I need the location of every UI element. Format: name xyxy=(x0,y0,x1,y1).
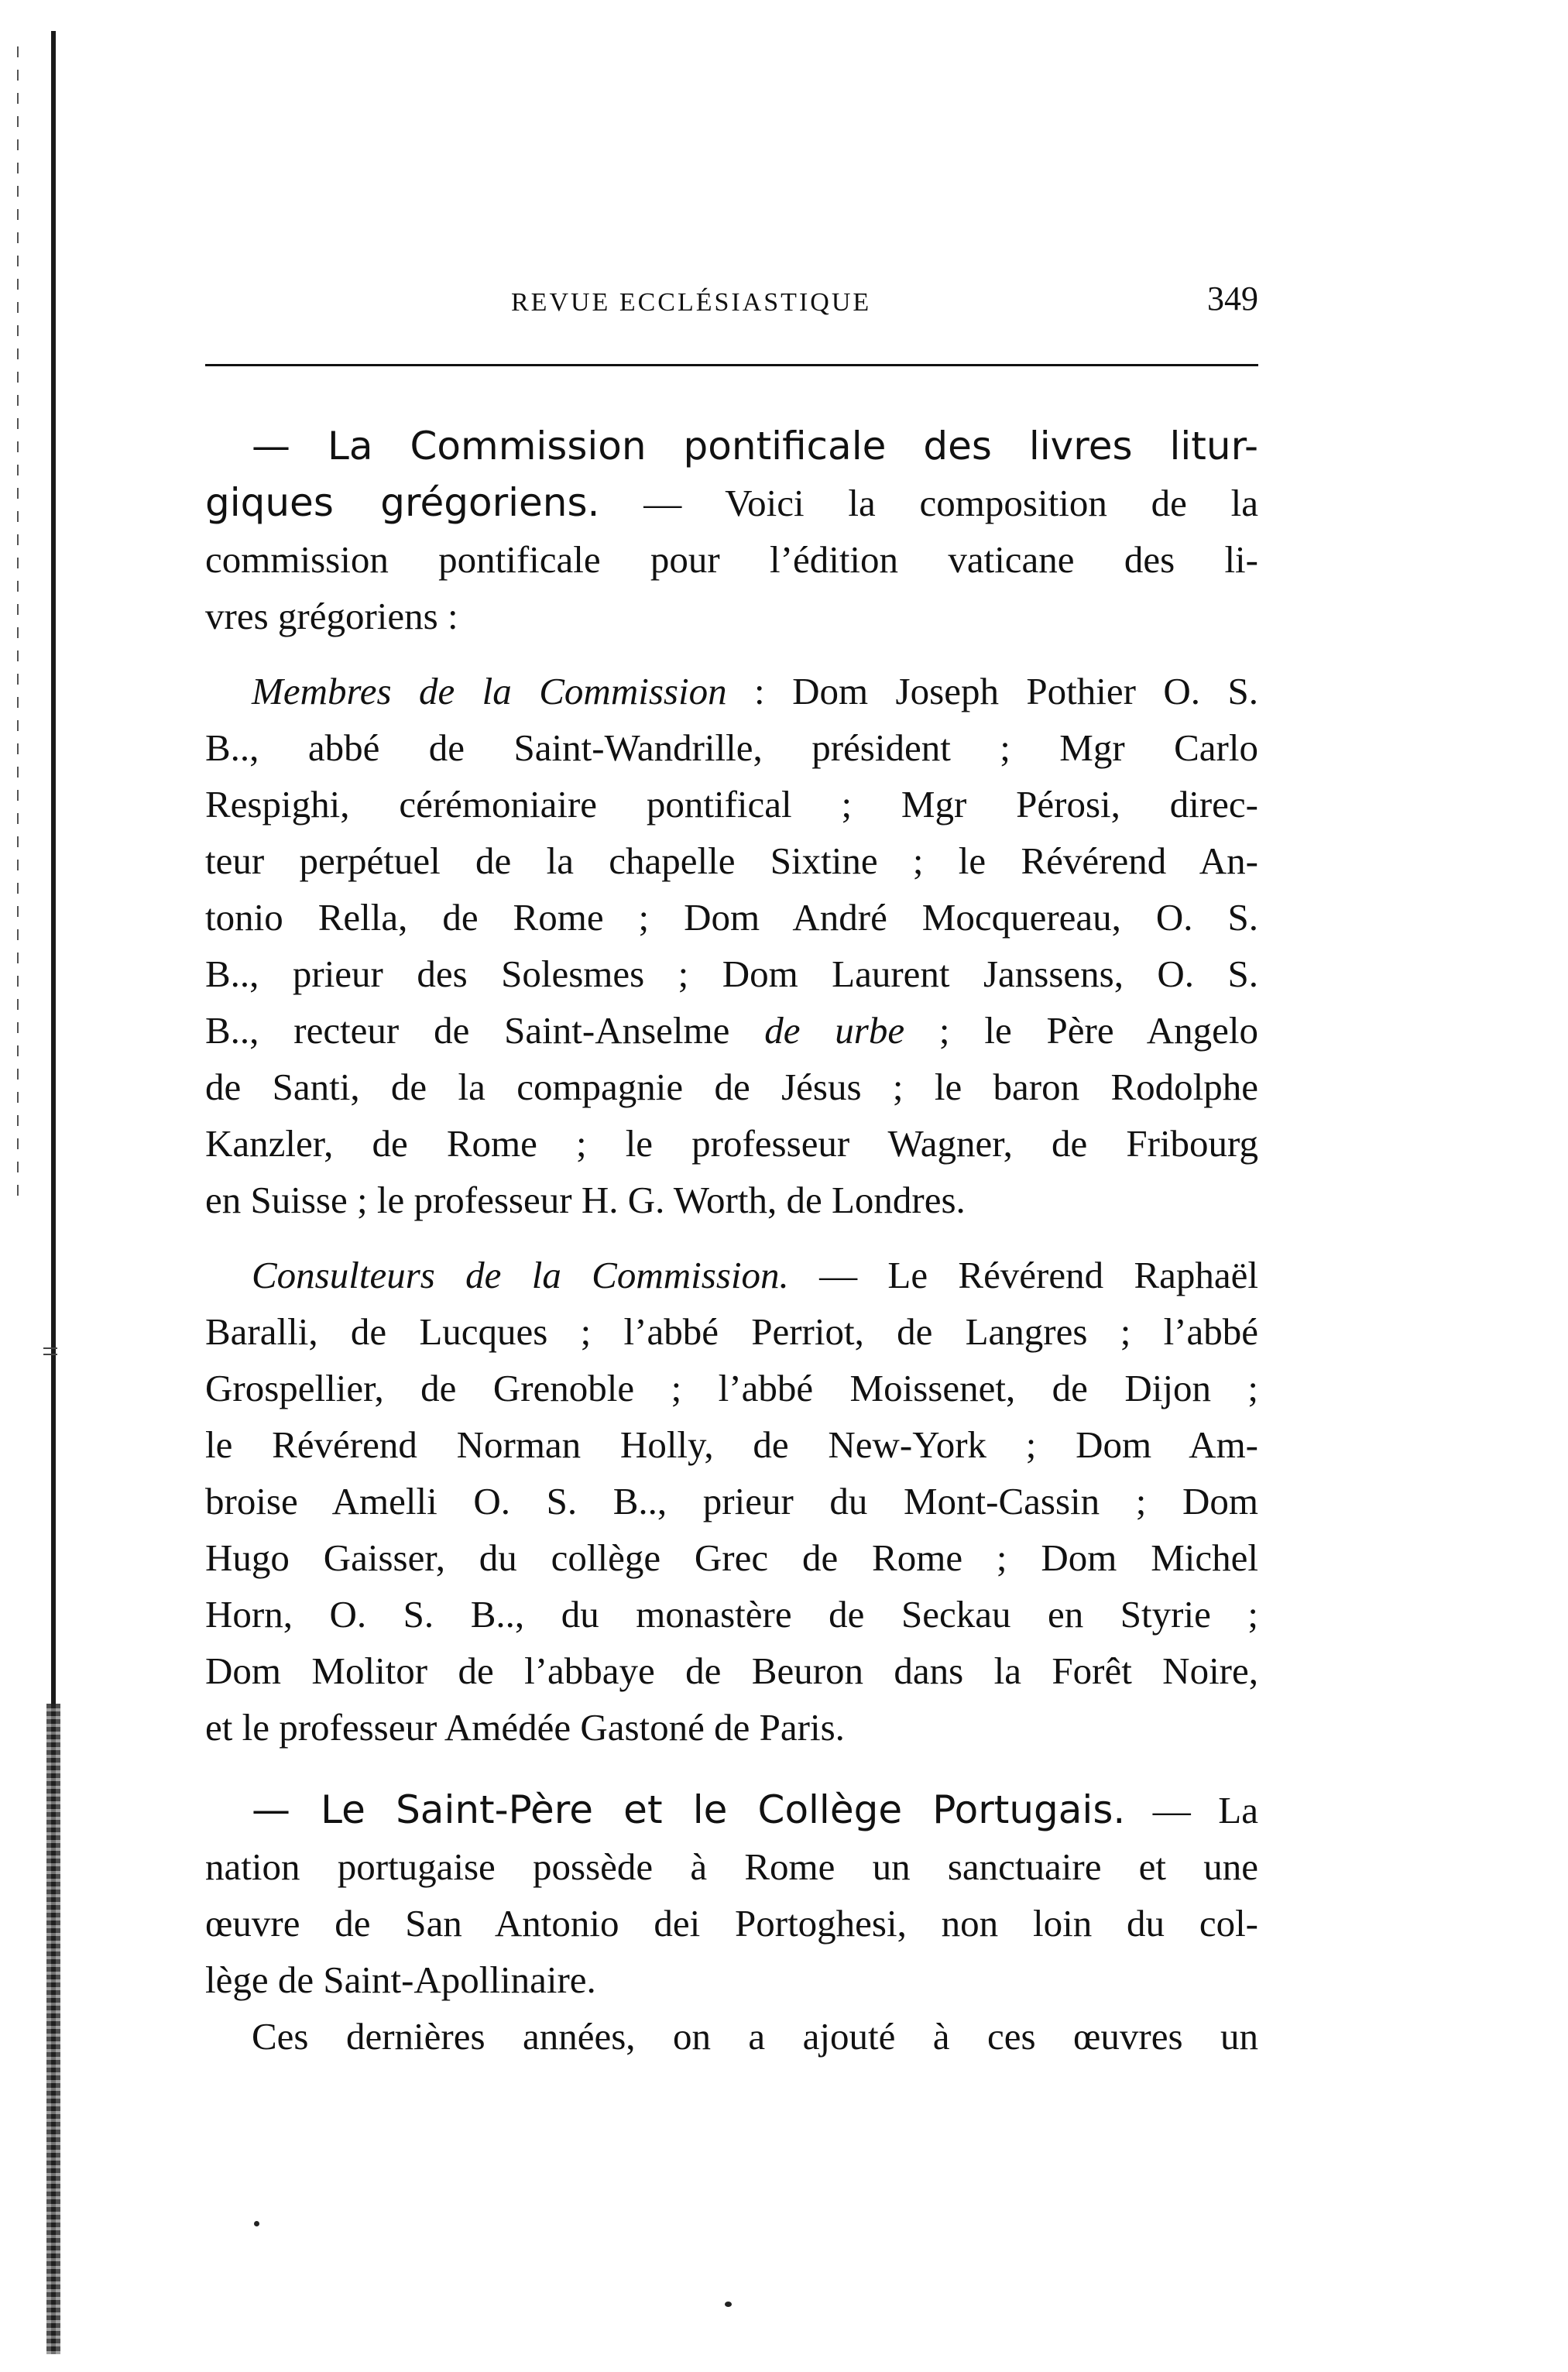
text-fragment: ; le Père Angelo xyxy=(904,1009,1258,1052)
membres-label: Membres de la Commission xyxy=(252,670,727,712)
text-line: de Santi, de la compagnie de Jésus ; le baron Rodolphe xyxy=(205,1066,1258,1108)
text-line: Ces dernières années, on a ajouté à ces œuvres un xyxy=(252,2015,1258,2058)
text-line: teur perpétuel de la chapelle Sixtine ; le Révérend An- xyxy=(205,839,1258,882)
membres-text: : Dom Joseph Pothier O. S. xyxy=(726,670,1259,712)
page-header xyxy=(209,279,1258,333)
text-line: vres grégoriens : xyxy=(205,595,458,637)
intro-text: — Voici la composition de la xyxy=(599,482,1258,524)
heading-rest: — La xyxy=(1125,1789,1258,1831)
text-line xyxy=(205,1002,1258,1059)
membres-line xyxy=(205,663,1258,719)
section-college-portugais xyxy=(205,1782,1258,2065)
text-fragment: B.., recteur de Saint-Anselme xyxy=(205,1009,765,1052)
text-line: le Révérend Norman Holly, de New-York ; Dom Am- xyxy=(205,1423,1258,1466)
text-line: œuvre de San Antonio dei Portoghesi, non loin du col- xyxy=(205,1902,1258,1945)
section-heading xyxy=(205,1782,1258,1838)
text-line: nation portugaise possède à Rome un sanctuaire et une xyxy=(205,1845,1258,1888)
text-line: lège de Saint-Apollinaire. xyxy=(205,1958,596,2001)
text-line: B.., prieur des Solesmes ; Dom Laurent Janssens, O. S. xyxy=(205,953,1258,995)
page-binding-edge xyxy=(0,0,93,2372)
binding-stitching xyxy=(46,1704,60,2354)
text-line: et le professeur Amédée Gastoné de Paris. xyxy=(205,1706,845,1749)
page-number: 349 xyxy=(1207,280,1258,318)
binding-dashes xyxy=(17,46,19,1208)
consulteurs-text: — Le Révérend Raphaël xyxy=(788,1254,1258,1296)
ink-speck xyxy=(725,2302,732,2307)
text-line: Dom Molitor de l’abbaye de Beuron dans la Forêt Noire, xyxy=(205,1649,1258,1692)
section-commission xyxy=(205,418,1258,1756)
heading-text: — Le Saint-Père et le Collège Portugais. xyxy=(252,1787,1126,1832)
binding-mark xyxy=(43,1347,57,1355)
text-line: commission pontificale pour l’édition vaticane des li- xyxy=(205,538,1258,581)
page-body xyxy=(205,418,1258,2065)
text-line: en Suisse ; le professeur H. G. Worth, de Londres. xyxy=(205,1179,966,1221)
text-line: broise Amelli O. S. B.., prieur du Mont-Cassin ; Dom xyxy=(205,1480,1258,1522)
heading-text-cont: giques grégoriens. xyxy=(205,480,600,525)
text-line: Respighi, cérémoniaire pontifical ; Mgr Pérosi, direc- xyxy=(205,783,1258,826)
running-title: REVUE ECCLÉSIASTIQUE xyxy=(511,288,872,317)
text-line xyxy=(205,475,1258,531)
text-line: Horn, O. S. B.., du monastère de Seckau en Styrie ; xyxy=(205,1593,1258,1636)
text-line: Grospellier, de Grenoble ; l’abbé Moissenet, de Dijon ; xyxy=(205,1367,1258,1409)
text-line: tonio Rella, de Rome ; Dom André Mocquereau, O. S. xyxy=(205,896,1258,939)
text-line: B.., abbé de Saint-Wandrille, président ; Mgr Carlo xyxy=(205,726,1258,769)
consulteurs-label: Consulteurs de la Commission. xyxy=(252,1254,789,1296)
heading-text: — La Commission pontificale des livres litur- xyxy=(252,424,1258,469)
section-heading xyxy=(205,418,1258,475)
italic-de-urbe: de urbe xyxy=(764,1009,905,1052)
ink-speck xyxy=(254,2221,259,2226)
consulteurs-line xyxy=(205,1247,1258,1303)
text-line: Hugo Gaisser, du collège Grec de Rome ; Dom Michel xyxy=(205,1536,1258,1579)
header-rule xyxy=(205,364,1258,366)
text-line: Baralli, de Lucques ; l’abbé Perriot, de Langres ; l’abbé xyxy=(205,1310,1258,1353)
text-line: Kanzler, de Rome ; le professeur Wagner, de Fribourg xyxy=(205,1122,1258,1165)
